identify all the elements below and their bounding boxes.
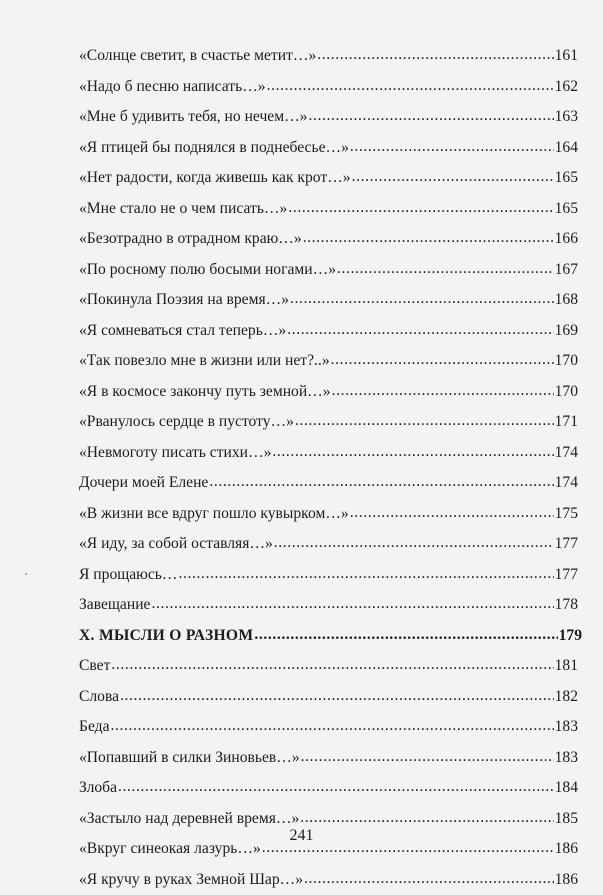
toc-entry-title: «Застыло над деревней время…» xyxy=(79,804,299,835)
dot-leader xyxy=(308,101,553,132)
toc-entry xyxy=(79,743,578,774)
toc-entry-title: «Я в космосе закончу путь земной…» xyxy=(79,377,331,408)
toc-entry-page: 170 xyxy=(555,346,578,377)
dot-leader xyxy=(337,254,554,285)
toc-entry-title: Завещание xyxy=(79,590,150,621)
toc-section-title: X. МЫСЛИ О РАЗНОМ xyxy=(79,621,253,652)
toc-entry-page: 186 xyxy=(555,865,578,895)
toc-entry-page: 165 xyxy=(555,163,578,194)
toc-entry-page: 166 xyxy=(555,224,578,255)
toc-entry-page: 184 xyxy=(555,773,578,804)
dot-leader xyxy=(151,589,553,620)
toc-entry xyxy=(79,468,578,499)
dot-leader xyxy=(303,223,554,254)
toc-entry-page: 163 xyxy=(555,102,578,133)
toc-entry-title: «Я сомневаться стал теперь…» xyxy=(79,316,286,347)
page-number: 241 xyxy=(0,827,603,845)
toc-entry-page: 164 xyxy=(555,133,578,164)
toc-entry-title: «Попавший в силки Зиновьев…» xyxy=(79,743,300,774)
toc-entry-title: «Солнце светит, в счастье метит…» xyxy=(79,41,316,72)
toc-entry-page: 177 xyxy=(555,529,578,560)
toc-entry-title: «Мне стало не о чем писать…» xyxy=(79,194,287,225)
toc-entry-page: 181 xyxy=(555,651,578,682)
toc-entry-page: 186 xyxy=(555,834,578,865)
toc-entry-title: «Рванулось сердце в пустоту…» xyxy=(79,407,294,438)
toc-entry-page: 168 xyxy=(555,285,578,316)
toc-entry-title: «Вкруг синеокая лазурь…» xyxy=(79,834,261,865)
dot-leader xyxy=(352,162,554,193)
dot-leader xyxy=(317,40,553,71)
toc-entry-title: «Я кручу в руках Земной Шар…» xyxy=(79,865,303,895)
dot-leader xyxy=(111,711,554,742)
paper-speck xyxy=(25,573,27,575)
toc-entry-page: 175 xyxy=(555,499,578,530)
toc-entry xyxy=(79,590,578,621)
toc-entry xyxy=(79,377,578,408)
dot-leader xyxy=(295,406,554,437)
toc-entry-title: «Невмоготу писать стихи…» xyxy=(79,438,271,469)
toc-entry-page: 183 xyxy=(555,712,578,743)
toc-entry-title: «Покинула Поэзия на время…» xyxy=(79,285,289,316)
toc-entry-title: Беда xyxy=(79,712,110,743)
toc-entry-title: «Надо б песню написать…» xyxy=(79,72,266,103)
dot-leader xyxy=(111,650,553,681)
dot-leader xyxy=(287,315,553,346)
toc-entry xyxy=(79,438,578,469)
toc-section-heading xyxy=(79,621,582,652)
toc-entry-page: 169 xyxy=(555,316,578,347)
toc-entry xyxy=(79,773,578,804)
toc-entry xyxy=(79,72,578,103)
toc-entry xyxy=(79,102,578,133)
toc-entry-page: 170 xyxy=(555,377,578,408)
toc-entry-title: «В жизни все вдруг пошло кувырком…» xyxy=(79,499,349,530)
dot-leader xyxy=(350,132,554,163)
toc-entry-title: «Я иду, за собой оставляя…» xyxy=(79,529,273,560)
dot-leader xyxy=(267,71,554,102)
toc-entry-page: 183 xyxy=(555,743,578,774)
toc-entry-page: 161 xyxy=(555,41,578,72)
toc-entry xyxy=(79,194,578,225)
dot-leader xyxy=(304,864,554,895)
toc-entry-title: Я прощаюсь… xyxy=(79,560,177,591)
toc-entry-title: «Мне б удивить тебя, но нечем…» xyxy=(79,102,307,133)
toc-entry xyxy=(79,651,578,682)
dot-leader xyxy=(209,467,553,498)
toc-section-page: 179 xyxy=(559,621,582,652)
toc-entry-page: 182 xyxy=(555,682,578,713)
toc-entry xyxy=(79,41,578,72)
dot-leader xyxy=(178,559,553,590)
toc-entry-page: 171 xyxy=(555,407,578,438)
toc-entry-title: «Безотрадно в отрадном краю…» xyxy=(79,224,302,255)
toc-entry xyxy=(79,529,578,560)
toc-entry-title: Свет xyxy=(79,651,110,682)
toc-entry xyxy=(79,224,578,255)
toc-entry xyxy=(79,285,578,316)
toc-entry-title: «Так повезло мне в жизни или нет?..» xyxy=(79,346,330,377)
toc-entry xyxy=(79,163,578,194)
dot-leader xyxy=(272,437,553,468)
dot-leader xyxy=(331,345,554,376)
dot-leader xyxy=(301,742,554,773)
dot-leader xyxy=(350,498,554,529)
toc-entry-page: 185 xyxy=(555,804,578,835)
toc-entry xyxy=(79,865,578,895)
toc-entry xyxy=(79,560,578,591)
toc-entry-title: «По росному полю босыми ногами…» xyxy=(79,255,336,286)
toc-entry-title: «Нет радости, когда живешь как крот…» xyxy=(79,163,351,194)
toc-entry-page: 178 xyxy=(555,590,578,621)
toc-entry xyxy=(79,712,578,743)
toc-entry xyxy=(79,407,578,438)
dot-leader xyxy=(274,528,554,559)
toc-entry xyxy=(79,682,578,713)
dot-leader xyxy=(290,284,554,315)
toc-entry xyxy=(79,499,578,530)
toc-entry xyxy=(79,133,578,164)
toc-entry-page: 177 xyxy=(555,560,578,591)
toc-entry-page: 167 xyxy=(555,255,578,286)
dot-leader xyxy=(254,620,557,651)
toc-entry-page: 165 xyxy=(555,194,578,225)
toc-entry xyxy=(79,255,578,286)
toc-entry-title: Злоба xyxy=(79,773,117,804)
toc-entry-page: 174 xyxy=(555,438,578,469)
dot-leader xyxy=(120,681,554,712)
dot-leader xyxy=(332,376,554,407)
toc-entry-page: 162 xyxy=(555,72,578,103)
toc-entry-title: «Я птицей бы поднялся в поднебесье…» xyxy=(79,133,349,164)
dot-leader xyxy=(118,772,554,803)
table-of-contents xyxy=(79,41,578,895)
toc-entry-title: Слова xyxy=(79,682,119,713)
toc-entry-title: Дочери моей Елене xyxy=(79,468,208,499)
toc-entry xyxy=(79,316,578,347)
dot-leader xyxy=(288,193,553,224)
toc-entry xyxy=(79,346,578,377)
toc-entry-page: 174 xyxy=(555,468,578,499)
